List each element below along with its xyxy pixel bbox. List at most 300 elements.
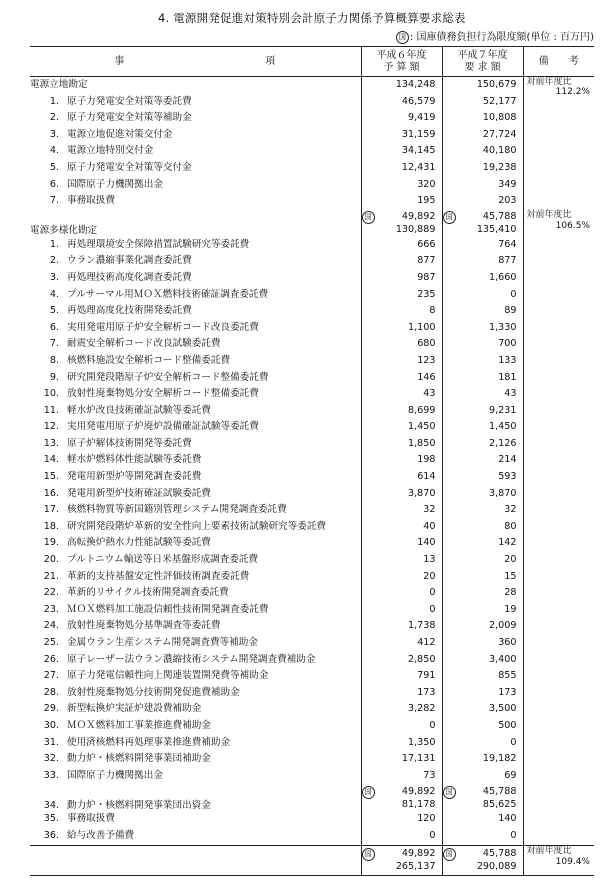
amount-value: 81,178: [401, 798, 436, 810]
item-h7: 3,870: [442, 486, 523, 503]
item-remark: [523, 452, 594, 469]
item-remark: [523, 177, 594, 194]
item-h6: 614: [361, 469, 442, 486]
item-h6: 32: [361, 502, 442, 519]
item-h6: 412: [361, 635, 442, 652]
item-h7: 0: [442, 287, 523, 304]
table-row: [30, 469, 594, 486]
remark-percent: 109.4%: [555, 857, 590, 868]
item-name: 核燃料施設安全解析コード整備委託費: [67, 354, 231, 366]
item-number: 3.: [49, 271, 59, 283]
item-name: 電源立地特別交付金: [67, 145, 154, 157]
item-number: 3.: [49, 128, 59, 140]
header-item: [30, 47, 361, 77]
item-h7: [442, 784, 523, 811]
item-remark: [523, 287, 594, 304]
item-h7: 133: [442, 353, 523, 370]
item-remark: [523, 768, 594, 785]
item-h6: 1,350: [361, 735, 442, 752]
kokko-value: 45,788: [482, 847, 517, 859]
header-h6: [361, 47, 442, 77]
item-number: 1.: [49, 238, 59, 250]
item-name: プルトニウム輸送等日米基盤形成調査委託費: [67, 554, 259, 566]
item-h7: 69: [442, 768, 523, 785]
item-h7: 20: [442, 552, 523, 569]
table-row: [30, 452, 594, 469]
item-cell: [30, 237, 361, 254]
item-cell: [30, 403, 361, 420]
section-label: 電源立地勘定: [30, 79, 88, 90]
item-h7: 10,808: [442, 110, 523, 127]
item-cell: [30, 469, 361, 486]
item-name: 原子レーザー法ウラン濃縮技術システム開発調査費補助金: [67, 653, 316, 665]
item-remark: [523, 193, 594, 210]
amount-value: 265,137: [395, 860, 436, 872]
item-cell: [30, 320, 361, 337]
item-cell: [30, 751, 361, 768]
item-h6: 1,100: [361, 320, 442, 337]
item-h6: 0: [361, 828, 442, 845]
item-h6: 46,579: [361, 94, 442, 111]
item-remark: [523, 127, 594, 144]
item-cell: [30, 452, 361, 469]
item-remark: [523, 320, 594, 337]
section-label: 電源多様化勘定: [30, 225, 98, 237]
item-number: 24.: [43, 620, 59, 632]
item-h6: 1,738: [361, 618, 442, 635]
item-remark: [523, 353, 594, 370]
item-name: 再処理技術高度化調査委託費: [67, 271, 192, 283]
table-row: [30, 652, 594, 669]
item-name: ウラン濃縮事業化調査委託費: [67, 255, 192, 267]
item-h7: 52,177: [442, 94, 523, 111]
item-h6: 123: [361, 353, 442, 370]
item-number: 6.: [49, 321, 59, 333]
header-h7-line2: 要 求 額: [464, 61, 501, 73]
item-name: 放射性廃棄物処分安全解析コード整備委託費: [67, 388, 259, 400]
item-remark: [523, 160, 594, 177]
item-h7: 15: [442, 569, 523, 586]
item-h6: 3,282: [361, 701, 442, 718]
item-h7: 28: [442, 585, 523, 602]
item-cell: [30, 436, 361, 453]
item-number: 7.: [49, 338, 59, 350]
remark-label: 対前年度比: [526, 209, 572, 220]
item-number: 32.: [43, 753, 59, 765]
item-h6: 1,850: [361, 436, 442, 453]
item-cell: [30, 110, 361, 127]
table-row: [30, 160, 594, 177]
remark-label: 対前年度比: [526, 77, 572, 87]
item-h6: 34,145: [361, 143, 442, 160]
table-row: [30, 552, 594, 569]
item-name: 再処理環境安全保障措置試験研究等委託費: [67, 238, 250, 250]
item-h7: 140: [442, 811, 523, 828]
header-h6-line1: 平成６年度: [376, 49, 427, 61]
item-remark: [523, 469, 594, 486]
kokko-mark: 国: [362, 211, 375, 224]
table-row: [30, 403, 594, 420]
table-row: [30, 701, 594, 718]
item-cell: [30, 143, 361, 160]
item-name: 軽水炉燃料体性能試験等委託費: [67, 454, 202, 466]
item-name: ＭＯＸ燃料加工事業推進費補助金: [67, 719, 211, 731]
item-name: 給与改善予備費: [67, 829, 135, 841]
item-h7: 40,180: [442, 143, 523, 160]
item-remark: [523, 143, 594, 160]
item-h6: 146: [361, 370, 442, 387]
item-number: 5.: [49, 161, 59, 173]
kokko-mark: 国: [362, 786, 375, 799]
item-h7: 214: [442, 452, 523, 469]
item-cell: [30, 270, 361, 287]
item-cell: [30, 618, 361, 635]
item-remark: [523, 436, 594, 453]
table-row: [30, 735, 594, 752]
item-number: 33.: [43, 769, 59, 781]
table-row: [30, 486, 594, 503]
item-remark: [523, 336, 594, 353]
item-remark: [523, 237, 594, 254]
item-name: 電源立地促進対策交付金: [67, 128, 173, 140]
table-row: [30, 386, 594, 403]
budget-table: [30, 46, 594, 876]
item-remark: [523, 486, 594, 503]
item-cell: [30, 768, 361, 785]
item-name: 革新的支持基盤安定性評価技術調査委託費: [67, 570, 250, 582]
section-remark: [523, 210, 594, 237]
item-remark: [523, 668, 594, 685]
kokko-mark: 国: [443, 848, 456, 861]
item-cell: [30, 502, 361, 519]
item-h6: 987: [361, 270, 442, 287]
table-row: [30, 635, 594, 652]
item-cell: [30, 177, 361, 194]
item-number: 22.: [43, 587, 59, 599]
item-h6: 666: [361, 237, 442, 254]
item-h6: 73: [361, 768, 442, 785]
item-number: 2.: [49, 112, 59, 124]
table-row: [30, 303, 594, 320]
item-h7: 19,238: [442, 160, 523, 177]
item-remark: [523, 552, 594, 569]
kokko-mark: 国: [396, 31, 409, 44]
item-h7: 2,009: [442, 618, 523, 635]
section-h7: [442, 210, 523, 237]
item-cell: [30, 127, 361, 144]
item-h7: 142: [442, 535, 523, 552]
remark-label: 対前年度比: [526, 845, 572, 856]
table-row: [30, 502, 594, 519]
item-number: 17.: [43, 504, 59, 516]
table-row: [30, 336, 594, 353]
item-name: 事務取扱費: [67, 195, 115, 207]
item-name: 発電用新型炉等開発調査委託費: [67, 471, 202, 483]
item-h6: 198: [361, 452, 442, 469]
table-row: [30, 768, 594, 785]
item-h6: 173: [361, 685, 442, 702]
item-h7: 0: [442, 735, 523, 752]
section-row-diversification: [30, 210, 594, 237]
kokko-mark: 国: [443, 786, 456, 799]
item-cell: [30, 386, 361, 403]
item-h6: 0: [361, 602, 442, 619]
item-h6: 235: [361, 287, 442, 304]
item-h7: 700: [442, 336, 523, 353]
total-row: [30, 845, 594, 875]
item-number: 27.: [43, 670, 59, 682]
item-number: 9.: [49, 371, 59, 383]
item-remark: [523, 685, 594, 702]
item-h7: 9,231: [442, 403, 523, 420]
table-row: [30, 436, 594, 453]
kokko-mark: 国: [443, 211, 456, 224]
item-number: 2.: [49, 255, 59, 267]
item-number: 8.: [49, 354, 59, 366]
item-h7: 32: [442, 502, 523, 519]
item-cell: [30, 569, 361, 586]
item-h6: 320: [361, 177, 442, 194]
section-h6: 134,248: [361, 77, 442, 94]
item-name: 核燃料物質等新国籍別管理システム開発調査委託費: [67, 504, 287, 516]
item-remark: [523, 701, 594, 718]
item-name: 放射性廃棄物処分技術開発促進費補助金: [67, 686, 240, 698]
item-name: 新型転換炉実証炉建設費補助金: [67, 703, 202, 715]
table-row: [30, 784, 594, 811]
item-h6: 680: [361, 336, 442, 353]
item-h7: 1,450: [442, 419, 523, 436]
amount-value: 290,089: [476, 860, 517, 872]
item-remark: [523, 386, 594, 403]
item-h7: 43: [442, 386, 523, 403]
item-h7: 1,330: [442, 320, 523, 337]
item-number: 26.: [43, 653, 59, 665]
item-number: 19.: [43, 537, 59, 549]
item-remark: [523, 370, 594, 387]
item-h6: 877: [361, 253, 442, 270]
item-cell: [30, 287, 361, 304]
item-h6: 140: [361, 535, 442, 552]
item-remark: [523, 635, 594, 652]
table-row: [30, 287, 594, 304]
item-number: 23.: [43, 603, 59, 615]
table-row: [30, 419, 594, 436]
item-name: 実用発電用原子炉安全解析コード改良委託費: [67, 321, 259, 333]
item-cell: [30, 370, 361, 387]
item-cell: [30, 585, 361, 602]
item-remark: [523, 403, 594, 420]
table-row: [30, 270, 594, 287]
table-row: [30, 668, 594, 685]
item-remark: [523, 519, 594, 536]
item-name: 原子炉解体技術開発等委託費: [67, 437, 192, 449]
item-name: 金属ウラン生産システム開発調査費等補助金: [67, 637, 258, 648]
item-h6: 3,870: [361, 486, 442, 503]
item-name: 発電用新型炉技術確証試験委託費: [67, 487, 211, 499]
section-remark: [523, 77, 594, 111]
item-number: 30.: [43, 719, 59, 731]
header-remark: 備 考: [523, 47, 594, 77]
kokko-value: 45,788: [482, 211, 517, 222]
item-cell: [30, 253, 361, 270]
item-h6: 2,850: [361, 652, 442, 669]
item-h7: 593: [442, 469, 523, 486]
total-h6: [361, 845, 442, 875]
item-number: 29.: [43, 703, 59, 715]
section-h7: 150,679: [442, 77, 523, 94]
item-remark: [523, 419, 594, 436]
item-remark: [523, 110, 594, 127]
item-name: 原子力発電安全対策等交付金: [67, 161, 192, 173]
table-row: [30, 320, 594, 337]
item-number: 1.: [49, 95, 59, 107]
item-h6: 195: [361, 193, 442, 210]
item-cell: [30, 828, 361, 845]
item-h7: 500: [442, 718, 523, 735]
item-h7: 1,660: [442, 270, 523, 287]
kokko-value: 49,892: [401, 211, 436, 222]
item-number: 5.: [49, 305, 59, 317]
kokko-mark: 国: [362, 848, 375, 861]
item-cell: [30, 419, 361, 436]
table-row: [30, 193, 594, 210]
table-row: [30, 585, 594, 602]
item-number: 15.: [43, 471, 59, 483]
item-h6: 40: [361, 519, 442, 536]
header-h7: [442, 47, 523, 77]
section-h6: [361, 210, 442, 237]
item-h7: 19,182: [442, 751, 523, 768]
item-name: 動力炉・核燃料開発事業団補助金: [67, 753, 211, 765]
item-name: 研究開発段階原子炉安全解析コード整備委託費: [67, 371, 269, 383]
item-cell: [30, 685, 361, 702]
item-h7: 3,400: [442, 652, 523, 669]
item-h6: 31,159: [361, 127, 442, 144]
item-number: 18.: [43, 520, 59, 532]
item-name: 再処理高度化技術開発委託費: [67, 305, 192, 317]
item-remark: [523, 502, 594, 519]
table-row: [30, 94, 594, 111]
item-number: 10.: [43, 388, 59, 400]
item-number: 25.: [43, 637, 59, 648]
item-name: 実用発電用原子炉廃炉設備確証試験等委託費: [67, 421, 259, 433]
item-remark: [523, 828, 594, 845]
header-h7-line1: 平成７年度: [457, 49, 508, 61]
item-h6: 17,131: [361, 751, 442, 768]
table-row: [30, 618, 594, 635]
table-body: [30, 77, 594, 876]
total-remark: [523, 845, 594, 875]
item-remark: [523, 569, 594, 586]
item-number: 21.: [43, 570, 59, 582]
item-number: 35.: [43, 813, 59, 825]
item-h7: 80: [442, 519, 523, 536]
item-h7: 89: [442, 303, 523, 320]
item-h6: 0: [361, 585, 442, 602]
header-item-char-a: 事: [114, 55, 126, 67]
item-remark: [523, 735, 594, 752]
item-cell: [30, 811, 361, 828]
remark-percent: 112.2%: [555, 87, 590, 97]
item-cell: [30, 303, 361, 320]
item-h6: 9,419: [361, 110, 442, 127]
item-number: 20.: [43, 554, 59, 566]
item-number: 4.: [49, 288, 59, 300]
table-row: [30, 370, 594, 387]
item-name: 国際原子力機関拠出金: [67, 178, 163, 190]
table-row: [30, 569, 594, 586]
item-h6: 43: [361, 386, 442, 403]
table-row: [30, 110, 594, 127]
item-h7: 3,500: [442, 701, 523, 718]
item-remark: [523, 602, 594, 619]
item-h6: 8,699: [361, 403, 442, 420]
item-remark: [523, 270, 594, 287]
item-number: 34.: [43, 799, 59, 811]
document-title: 4. 電源開発促進対策特別会計原子力関係予算概算要求総表: [158, 11, 466, 25]
item-name: 研究開発段階炉革新的安全性向上要素技術試験研究等委託費: [67, 520, 327, 532]
table-row: [30, 811, 594, 828]
remark-percent: 106.5%: [555, 221, 590, 232]
item-remark: [523, 751, 594, 768]
item-h6: [361, 784, 442, 811]
item-h7: 27,724: [442, 127, 523, 144]
item-h7: 19: [442, 602, 523, 619]
item-h6: 8: [361, 303, 442, 320]
item-remark: [523, 652, 594, 669]
item-name: ＭＯＸ燃料加工施設信頼性技術開発調査委託費: [67, 603, 269, 615]
item-cell: [30, 635, 361, 652]
table-row: [30, 602, 594, 619]
table-row: [30, 751, 594, 768]
header-h6-line2: 予 算 額: [383, 61, 420, 73]
item-number: 4.: [49, 145, 59, 157]
item-name: 革新的リサイクル技術開発調査委託費: [67, 587, 229, 599]
item-h6: 791: [361, 668, 442, 685]
item-cell: [30, 160, 361, 177]
table-row: [30, 718, 594, 735]
table-header-row: [30, 47, 594, 77]
item-h6: 20: [361, 569, 442, 586]
item-h7: 855: [442, 668, 523, 685]
item-number: 11.: [43, 404, 59, 416]
unit-note-text: : 国庫債務負担行為限度額(単位 : 百万円): [409, 32, 594, 43]
item-h7: 0: [442, 828, 523, 845]
item-remark: [523, 718, 594, 735]
item-h7: 181: [442, 370, 523, 387]
item-h7: 203: [442, 193, 523, 210]
table-row: [30, 685, 594, 702]
item-cell: [30, 668, 361, 685]
item-h7: 877: [442, 253, 523, 270]
item-cell: [30, 535, 361, 552]
item-h6: 0: [361, 718, 442, 735]
item-name: プルサーマル用ＭＯＸ燃料技術確証調査委託費: [67, 288, 269, 300]
item-cell: [30, 701, 361, 718]
item-cell: [30, 552, 361, 569]
item-cell: [30, 602, 361, 619]
item-remark: [523, 811, 594, 828]
item-name: 国際原子力機関拠出金: [67, 769, 163, 781]
item-h7: 2,126: [442, 436, 523, 453]
item-number: 7.: [49, 195, 59, 207]
item-number: 6.: [49, 178, 59, 190]
item-cell: [30, 94, 361, 111]
item-number: 36.: [43, 829, 59, 841]
item-name: 軽水炉改良技術確証試験等委託費: [67, 404, 211, 416]
item-h6: 12,431: [361, 160, 442, 177]
item-h6: 1,450: [361, 419, 442, 436]
